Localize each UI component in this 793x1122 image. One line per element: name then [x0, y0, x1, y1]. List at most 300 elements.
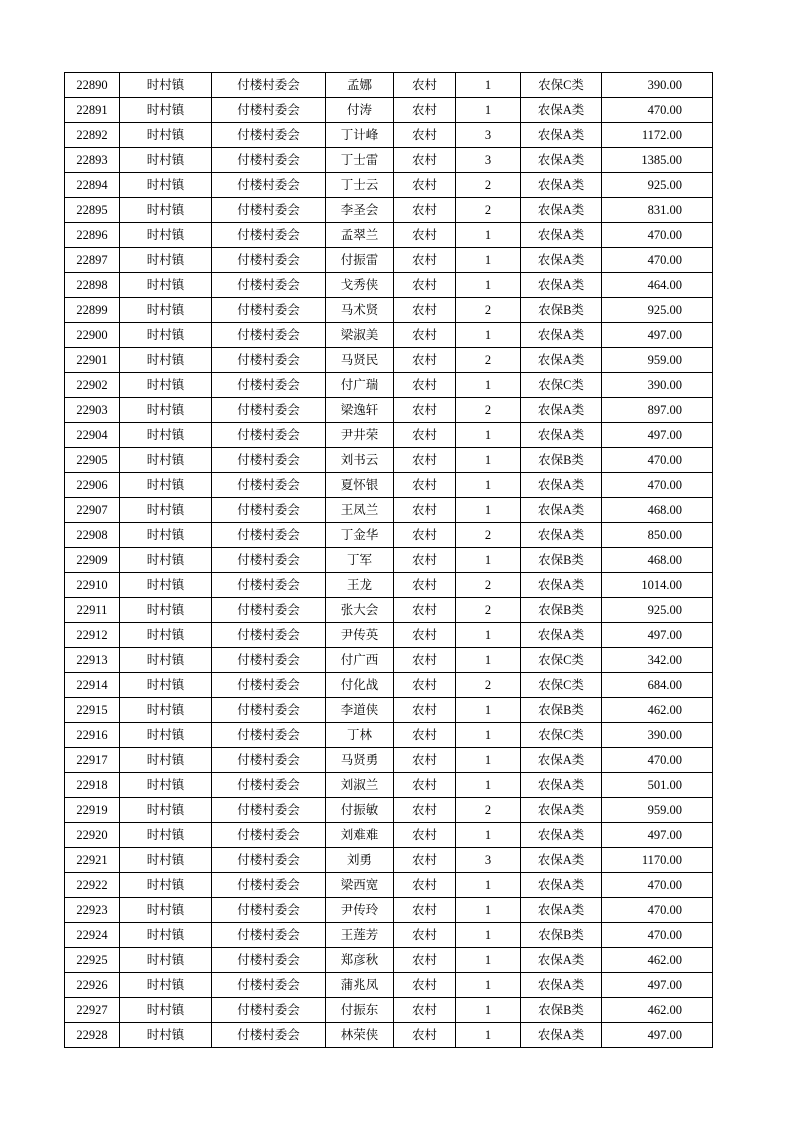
- table-row: [65, 648, 713, 673]
- cell-amount: 959.00: [602, 348, 713, 373]
- table-row: [65, 973, 713, 998]
- cell-town: 时村镇: [120, 573, 212, 598]
- cell-person-count: 3: [456, 123, 521, 148]
- cell-person-count: 1: [456, 723, 521, 748]
- cell-person-count: 2: [456, 173, 521, 198]
- cell-village-committee: 付楼村委会: [212, 648, 326, 673]
- cell-amount: 925.00: [602, 173, 713, 198]
- cell-person-count: 1: [456, 823, 521, 848]
- cell-town: 时村镇: [120, 348, 212, 373]
- cell-person-count: 1: [456, 473, 521, 498]
- cell-residence-type: 农村: [394, 198, 456, 223]
- cell-amount: 390.00: [602, 373, 713, 398]
- cell-village-committee: 付楼村委会: [212, 623, 326, 648]
- cell-town: 时村镇: [120, 448, 212, 473]
- table-row: [65, 73, 713, 98]
- cell-serial-number: 22897: [65, 248, 120, 273]
- cell-person-count: 1: [456, 998, 521, 1023]
- cell-person-name: 刘勇: [326, 848, 394, 873]
- cell-amount: 462.00: [602, 998, 713, 1023]
- table-row: [65, 723, 713, 748]
- cell-insurance-category: 农保B类: [521, 548, 602, 573]
- cell-amount: 925.00: [602, 298, 713, 323]
- cell-residence-type: 农村: [394, 73, 456, 98]
- cell-person-name: 丁士雷: [326, 148, 394, 173]
- cell-serial-number: 22891: [65, 98, 120, 123]
- cell-town: 时村镇: [120, 923, 212, 948]
- cell-town: 时村镇: [120, 148, 212, 173]
- cell-person-count: 1: [456, 98, 521, 123]
- cell-amount: 342.00: [602, 648, 713, 673]
- cell-serial-number: 22908: [65, 523, 120, 548]
- cell-person-count: 2: [456, 348, 521, 373]
- cell-town: 时村镇: [120, 948, 212, 973]
- cell-serial-number: 22909: [65, 548, 120, 573]
- cell-residence-type: 农村: [394, 423, 456, 448]
- cell-insurance-category: 农保A类: [521, 173, 602, 198]
- cell-insurance-category: 农保A类: [521, 423, 602, 448]
- cell-town: 时村镇: [120, 748, 212, 773]
- cell-serial-number: 22917: [65, 748, 120, 773]
- cell-serial-number: 22912: [65, 623, 120, 648]
- cell-person-name: 林荣侠: [326, 1023, 394, 1048]
- cell-person-count: 1: [456, 973, 521, 998]
- cell-residence-type: 农村: [394, 823, 456, 848]
- cell-person-name: 王龙: [326, 573, 394, 598]
- cell-village-committee: 付楼村委会: [212, 423, 326, 448]
- cell-person-name: 夏怀银: [326, 473, 394, 498]
- cell-village-committee: 付楼村委会: [212, 473, 326, 498]
- cell-residence-type: 农村: [394, 898, 456, 923]
- cell-residence-type: 农村: [394, 323, 456, 348]
- cell-person-name: 孟娜: [326, 73, 394, 98]
- cell-village-committee: 付楼村委会: [212, 798, 326, 823]
- table-row: [65, 248, 713, 273]
- cell-insurance-category: 农保A类: [521, 748, 602, 773]
- cell-serial-number: 22919: [65, 798, 120, 823]
- cell-serial-number: 22903: [65, 398, 120, 423]
- cell-village-committee: 付楼村委会: [212, 723, 326, 748]
- cell-person-name: 刘淑兰: [326, 773, 394, 798]
- cell-person-count: 2: [456, 673, 521, 698]
- cell-insurance-category: 农保B类: [521, 998, 602, 1023]
- cell-insurance-category: 农保A类: [521, 248, 602, 273]
- cell-serial-number: 22921: [65, 848, 120, 873]
- cell-amount: 468.00: [602, 498, 713, 523]
- cell-serial-number: 22914: [65, 673, 120, 698]
- cell-amount: 497.00: [602, 623, 713, 648]
- cell-person-name: 王凤兰: [326, 498, 394, 523]
- cell-insurance-category: 农保A类: [521, 873, 602, 898]
- cell-residence-type: 农村: [394, 723, 456, 748]
- cell-person-count: 2: [456, 598, 521, 623]
- cell-residence-type: 农村: [394, 548, 456, 573]
- cell-insurance-category: 农保A类: [521, 273, 602, 298]
- cell-person-count: 2: [456, 198, 521, 223]
- table-row: [65, 898, 713, 923]
- cell-person-name: 付涛: [326, 98, 394, 123]
- cell-insurance-category: 农保C类: [521, 723, 602, 748]
- cell-amount: 470.00: [602, 98, 713, 123]
- cell-village-committee: 付楼村委会: [212, 123, 326, 148]
- cell-person-name: 孟翠兰: [326, 223, 394, 248]
- cell-town: 时村镇: [120, 673, 212, 698]
- cell-residence-type: 农村: [394, 598, 456, 623]
- cell-village-committee: 付楼村委会: [212, 398, 326, 423]
- table-row: [65, 798, 713, 823]
- table-row: [65, 148, 713, 173]
- cell-village-committee: 付楼村委会: [212, 373, 326, 398]
- cell-amount: 831.00: [602, 198, 713, 223]
- cell-residence-type: 农村: [394, 523, 456, 548]
- cell-residence-type: 农村: [394, 398, 456, 423]
- cell-town: 时村镇: [120, 648, 212, 673]
- cell-insurance-category: 农保A类: [521, 98, 602, 123]
- cell-person-name: 蒲兆凤: [326, 973, 394, 998]
- cell-amount: 470.00: [602, 448, 713, 473]
- cell-residence-type: 农村: [394, 1023, 456, 1048]
- cell-town: 时村镇: [120, 973, 212, 998]
- table-row: [65, 273, 713, 298]
- cell-village-committee: 付楼村委会: [212, 898, 326, 923]
- cell-residence-type: 农村: [394, 998, 456, 1023]
- cell-person-count: 1: [456, 548, 521, 573]
- cell-town: 时村镇: [120, 698, 212, 723]
- cell-insurance-category: 农保A类: [521, 623, 602, 648]
- cell-amount: 470.00: [602, 873, 713, 898]
- table-row: [65, 748, 713, 773]
- cell-serial-number: 22894: [65, 173, 120, 198]
- cell-town: 时村镇: [120, 373, 212, 398]
- cell-insurance-category: 农保A类: [521, 198, 602, 223]
- cell-person-count: 3: [456, 848, 521, 873]
- cell-residence-type: 农村: [394, 798, 456, 823]
- table-row: [65, 173, 713, 198]
- cell-village-committee: 付楼村委会: [212, 823, 326, 848]
- cell-serial-number: 22927: [65, 998, 120, 1023]
- cell-person-name: 王莲芳: [326, 923, 394, 948]
- cell-town: 时村镇: [120, 523, 212, 548]
- cell-serial-number: 22896: [65, 223, 120, 248]
- cell-insurance-category: 农保A类: [521, 498, 602, 523]
- cell-residence-type: 农村: [394, 448, 456, 473]
- cell-person-count: 2: [456, 798, 521, 823]
- cell-village-committee: 付楼村委会: [212, 198, 326, 223]
- cell-amount: 1385.00: [602, 148, 713, 173]
- cell-amount: 462.00: [602, 698, 713, 723]
- cell-village-committee: 付楼村委会: [212, 248, 326, 273]
- cell-person-name: 付振雷: [326, 248, 394, 273]
- cell-person-count: 1: [456, 448, 521, 473]
- cell-person-name: 马贤勇: [326, 748, 394, 773]
- cell-village-committee: 付楼村委会: [212, 598, 326, 623]
- cell-town: 时村镇: [120, 123, 212, 148]
- cell-person-name: 丁林: [326, 723, 394, 748]
- cell-insurance-category: 农保A类: [521, 948, 602, 973]
- cell-person-count: 1: [456, 498, 521, 523]
- cell-amount: 1172.00: [602, 123, 713, 148]
- table-row: [65, 373, 713, 398]
- cell-residence-type: 农村: [394, 623, 456, 648]
- cell-insurance-category: 农保B类: [521, 923, 602, 948]
- cell-insurance-category: 农保B类: [521, 298, 602, 323]
- cell-village-committee: 付楼村委会: [212, 948, 326, 973]
- cell-insurance-category: 农保A类: [521, 398, 602, 423]
- cell-serial-number: 22893: [65, 148, 120, 173]
- cell-amount: 1170.00: [602, 848, 713, 873]
- table-row: [65, 523, 713, 548]
- cell-residence-type: 农村: [394, 123, 456, 148]
- cell-residence-type: 农村: [394, 748, 456, 773]
- cell-serial-number: 22923: [65, 898, 120, 923]
- cell-person-name: 丁计峰: [326, 123, 394, 148]
- cell-person-name: 刘书云: [326, 448, 394, 473]
- cell-person-count: 1: [456, 73, 521, 98]
- cell-person-count: 2: [456, 573, 521, 598]
- cell-person-name: 张大会: [326, 598, 394, 623]
- cell-amount: 390.00: [602, 723, 713, 748]
- table-row: [65, 448, 713, 473]
- cell-person-name: 尹传玲: [326, 898, 394, 923]
- table-row: [65, 398, 713, 423]
- cell-amount: 470.00: [602, 248, 713, 273]
- cell-residence-type: 农村: [394, 973, 456, 998]
- table-row: [65, 498, 713, 523]
- cell-person-name: 马贤民: [326, 348, 394, 373]
- table-row: [65, 998, 713, 1023]
- cell-person-name: 付广瑞: [326, 373, 394, 398]
- cell-person-name: 李道侠: [326, 698, 394, 723]
- cell-village-committee: 付楼村委会: [212, 848, 326, 873]
- table-row: [65, 423, 713, 448]
- cell-amount: 1014.00: [602, 573, 713, 598]
- cell-person-count: 1: [456, 898, 521, 923]
- cell-village-committee: 付楼村委会: [212, 523, 326, 548]
- cell-amount: 497.00: [602, 323, 713, 348]
- cell-residence-type: 农村: [394, 473, 456, 498]
- cell-town: 时村镇: [120, 998, 212, 1023]
- cell-village-committee: 付楼村委会: [212, 273, 326, 298]
- cell-residence-type: 农村: [394, 873, 456, 898]
- cell-person-count: 1: [456, 273, 521, 298]
- cell-insurance-category: 农保A类: [521, 148, 602, 173]
- cell-person-count: 1: [456, 948, 521, 973]
- cell-village-committee: 付楼村委会: [212, 973, 326, 998]
- cell-village-committee: 付楼村委会: [212, 698, 326, 723]
- cell-person-name: 刘难难: [326, 823, 394, 848]
- cell-insurance-category: 农保C类: [521, 648, 602, 673]
- cell-serial-number: 22918: [65, 773, 120, 798]
- cell-residence-type: 农村: [394, 273, 456, 298]
- cell-amount: 470.00: [602, 223, 713, 248]
- cell-person-name: 梁淑美: [326, 323, 394, 348]
- cell-amount: 470.00: [602, 748, 713, 773]
- cell-amount: 897.00: [602, 398, 713, 423]
- cell-town: 时村镇: [120, 798, 212, 823]
- cell-town: 时村镇: [120, 873, 212, 898]
- cell-town: 时村镇: [120, 1023, 212, 1048]
- cell-person-count: 1: [456, 373, 521, 398]
- cell-insurance-category: 农保A类: [521, 973, 602, 998]
- cell-village-committee: 付楼村委会: [212, 98, 326, 123]
- cell-town: 时村镇: [120, 423, 212, 448]
- table-row: [65, 923, 713, 948]
- table-row: [65, 223, 713, 248]
- cell-residence-type: 农村: [394, 173, 456, 198]
- cell-town: 时村镇: [120, 598, 212, 623]
- cell-town: 时村镇: [120, 398, 212, 423]
- cell-serial-number: 22924: [65, 923, 120, 948]
- cell-village-committee: 付楼村委会: [212, 673, 326, 698]
- cell-town: 时村镇: [120, 173, 212, 198]
- table-row: [65, 623, 713, 648]
- table-body: [65, 73, 713, 1048]
- cell-village-committee: 付楼村委会: [212, 998, 326, 1023]
- cell-village-committee: 付楼村委会: [212, 773, 326, 798]
- cell-person-name: 丁金华: [326, 523, 394, 548]
- cell-residence-type: 农村: [394, 223, 456, 248]
- cell-town: 时村镇: [120, 473, 212, 498]
- cell-amount: 497.00: [602, 423, 713, 448]
- cell-amount: 468.00: [602, 548, 713, 573]
- cell-amount: 684.00: [602, 673, 713, 698]
- cell-serial-number: 22890: [65, 73, 120, 98]
- table-row: [65, 348, 713, 373]
- cell-person-count: 1: [456, 748, 521, 773]
- cell-insurance-category: 农保C类: [521, 673, 602, 698]
- cell-serial-number: 22899: [65, 298, 120, 323]
- cell-amount: 470.00: [602, 898, 713, 923]
- cell-serial-number: 22895: [65, 198, 120, 223]
- cell-person-count: 1: [456, 623, 521, 648]
- cell-person-count: 1: [456, 223, 521, 248]
- cell-village-committee: 付楼村委会: [212, 1023, 326, 1048]
- cell-person-count: 1: [456, 323, 521, 348]
- cell-serial-number: 22906: [65, 473, 120, 498]
- cell-amount: 850.00: [602, 523, 713, 548]
- table-row: [65, 948, 713, 973]
- cell-insurance-category: 农保A类: [521, 473, 602, 498]
- cell-town: 时村镇: [120, 323, 212, 348]
- cell-person-name: 付振东: [326, 998, 394, 1023]
- cell-insurance-category: 农保A类: [521, 348, 602, 373]
- cell-person-count: 2: [456, 523, 521, 548]
- cell-town: 时村镇: [120, 623, 212, 648]
- cell-village-committee: 付楼村委会: [212, 748, 326, 773]
- cell-residence-type: 农村: [394, 98, 456, 123]
- cell-person-count: 1: [456, 923, 521, 948]
- cell-town: 时村镇: [120, 248, 212, 273]
- cell-serial-number: 22915: [65, 698, 120, 723]
- cell-amount: 501.00: [602, 773, 713, 798]
- cell-serial-number: 22926: [65, 973, 120, 998]
- cell-village-committee: 付楼村委会: [212, 548, 326, 573]
- table-row: [65, 1023, 713, 1048]
- cell-insurance-category: 农保A类: [521, 323, 602, 348]
- cell-town: 时村镇: [120, 898, 212, 923]
- cell-amount: 925.00: [602, 598, 713, 623]
- cell-person-name: 付化战: [326, 673, 394, 698]
- cell-serial-number: 22913: [65, 648, 120, 673]
- cell-insurance-category: 农保C类: [521, 73, 602, 98]
- cell-town: 时村镇: [120, 298, 212, 323]
- cell-serial-number: 22922: [65, 873, 120, 898]
- cell-residence-type: 农村: [394, 248, 456, 273]
- cell-serial-number: 22901: [65, 348, 120, 373]
- cell-person-count: 1: [456, 648, 521, 673]
- cell-person-name: 尹传英: [326, 623, 394, 648]
- cell-serial-number: 22911: [65, 598, 120, 623]
- cell-person-name: 郑彦秋: [326, 948, 394, 973]
- cell-amount: 470.00: [602, 923, 713, 948]
- cell-village-committee: 付楼村委会: [212, 873, 326, 898]
- table-row: [65, 473, 713, 498]
- table-row: [65, 323, 713, 348]
- table-row: [65, 773, 713, 798]
- cell-insurance-category: 农保A类: [521, 573, 602, 598]
- cell-village-committee: 付楼村委会: [212, 148, 326, 173]
- cell-residence-type: 农村: [394, 673, 456, 698]
- cell-insurance-category: 农保A类: [521, 223, 602, 248]
- cell-town: 时村镇: [120, 548, 212, 573]
- cell-town: 时村镇: [120, 198, 212, 223]
- cell-insurance-category: 农保A类: [521, 123, 602, 148]
- cell-person-count: 1: [456, 1023, 521, 1048]
- cell-insurance-category: 农保C类: [521, 373, 602, 398]
- cell-village-committee: 付楼村委会: [212, 298, 326, 323]
- cell-town: 时村镇: [120, 498, 212, 523]
- cell-residence-type: 农村: [394, 148, 456, 173]
- cell-residence-type: 农村: [394, 298, 456, 323]
- cell-insurance-category: 农保A类: [521, 773, 602, 798]
- cell-village-committee: 付楼村委会: [212, 223, 326, 248]
- cell-person-name: 付振敏: [326, 798, 394, 823]
- table-row: [65, 698, 713, 723]
- table-row: [65, 673, 713, 698]
- table-row: [65, 298, 713, 323]
- cell-person-count: 1: [456, 423, 521, 448]
- cell-town: 时村镇: [120, 848, 212, 873]
- cell-amount: 497.00: [602, 973, 713, 998]
- cell-village-committee: 付楼村委会: [212, 573, 326, 598]
- cell-person-name: 付广西: [326, 648, 394, 673]
- cell-insurance-category: 农保B类: [521, 598, 602, 623]
- cell-town: 时村镇: [120, 823, 212, 848]
- cell-residence-type: 农村: [394, 698, 456, 723]
- cell-serial-number: 22900: [65, 323, 120, 348]
- cell-village-committee: 付楼村委会: [212, 923, 326, 948]
- cell-person-count: 3: [456, 148, 521, 173]
- cell-serial-number: 22904: [65, 423, 120, 448]
- cell-village-committee: 付楼村委会: [212, 173, 326, 198]
- cell-residence-type: 农村: [394, 348, 456, 373]
- cell-person-count: 1: [456, 773, 521, 798]
- cell-town: 时村镇: [120, 723, 212, 748]
- table-row: [65, 198, 713, 223]
- cell-person-name: 丁军: [326, 548, 394, 573]
- cell-person-count: 1: [456, 873, 521, 898]
- cell-amount: 497.00: [602, 1023, 713, 1048]
- cell-insurance-category: 农保A类: [521, 898, 602, 923]
- table-row: [65, 98, 713, 123]
- cell-village-committee: 付楼村委会: [212, 73, 326, 98]
- cell-village-committee: 付楼村委会: [212, 498, 326, 523]
- cell-town: 时村镇: [120, 223, 212, 248]
- cell-insurance-category: 农保B类: [521, 698, 602, 723]
- cell-town: 时村镇: [120, 73, 212, 98]
- table-row: [65, 598, 713, 623]
- cell-person-name: 丁士云: [326, 173, 394, 198]
